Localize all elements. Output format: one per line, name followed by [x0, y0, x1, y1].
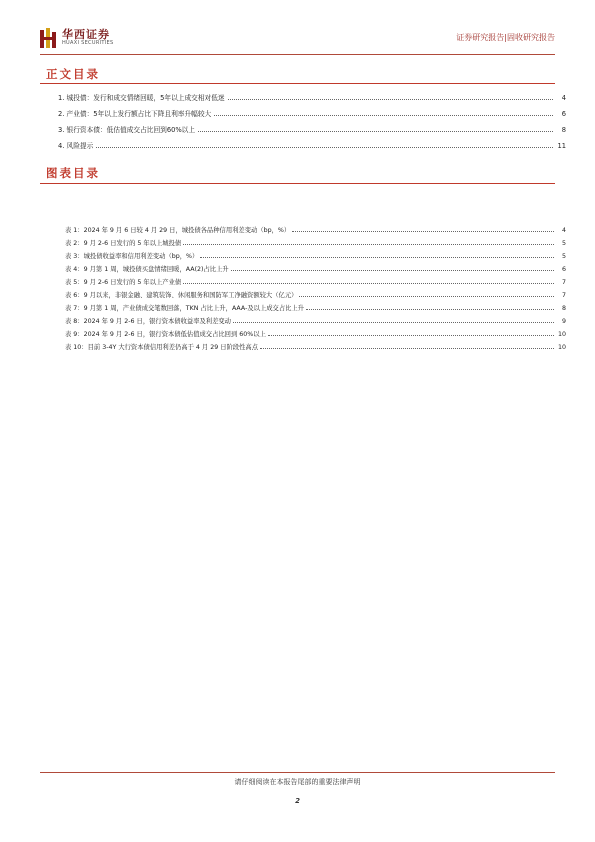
figure-item-page: 6 — [561, 266, 566, 273]
toc-item[interactable] — [58, 106, 566, 118]
header-divider — [40, 54, 555, 55]
figure-item-label: 表 5：9 月 2-6 日发行的 5 年以上产业债 — [65, 279, 182, 286]
toc-item-label: 4. 风险提示 — [58, 142, 94, 150]
figure-item-label: 表 1：2024 年 9 月 6 日较 4 月 29 日，城投债各品种信用利差变动（bp，%） — [65, 227, 291, 234]
dot-leader — [200, 257, 554, 258]
figure-item-page: 10 — [557, 344, 566, 351]
dot-leader — [228, 99, 553, 100]
figure-list-item[interactable] — [65, 236, 566, 247]
figure-item-label: 表 2：9 月 2-6 日发行的 5 年以上城投债 — [65, 240, 182, 247]
figure-item-label: 表 4：9 月第 1 周，城投债买盘情绪回暖，AA(2)占比上升 — [65, 266, 229, 273]
toc-title-underline — [40, 83, 555, 84]
figure-item-page: 4 — [561, 227, 566, 234]
toc-item-label: 3. 银行资本债：低估值成交占比回到60%以上 — [58, 126, 196, 134]
huaxi-logo-icon — [40, 28, 57, 48]
dot-leader — [260, 348, 554, 349]
dot-leader — [214, 115, 553, 116]
logo-english-name: HUAXI SECURITIES — [62, 40, 114, 46]
dot-leader — [292, 231, 554, 232]
dot-leader — [96, 147, 553, 148]
dot-leader — [233, 322, 554, 323]
figure-list-item[interactable] — [65, 275, 566, 286]
figure-item-label: 表 3：城投债收益率和信用利差变动（bp，%） — [65, 253, 199, 260]
figure-item-label: 表 6：9 月以来，非银金融、建筑装饰、休闲服务和国防军工净融资额较大（亿元） — [65, 292, 298, 299]
toc-item[interactable] — [58, 122, 566, 134]
figure-item-page: 8 — [561, 305, 566, 312]
figure-item-page: 7 — [561, 292, 566, 299]
dot-leader — [198, 131, 553, 132]
toc-item-page: 4 — [561, 94, 566, 102]
dot-leader — [183, 244, 554, 245]
toc-item[interactable] — [58, 90, 566, 102]
figure-list-item[interactable] — [65, 288, 566, 299]
figure-list-item[interactable] — [65, 249, 566, 260]
toc-title: 正文目录 — [46, 67, 100, 81]
figure-item-label: 表 8：2024 年 9 月 2-6 日，银行资本债收益率及利差变动 — [65, 318, 231, 325]
figure-item-page: 10 — [557, 331, 566, 338]
figures-title: 图表目录 — [46, 166, 100, 180]
toc-item-page: 11 — [557, 142, 566, 150]
figure-item-page: 9 — [561, 318, 566, 325]
figure-list-item[interactable] — [65, 301, 566, 312]
figure-list-item[interactable] — [65, 262, 566, 273]
dot-leader — [231, 270, 554, 271]
figure-item-label: 表 10：目前 3-4Y 大行资本债信用利差仍高于 4 月 29 日阶段性高点 — [65, 344, 259, 351]
dot-leader — [306, 309, 554, 310]
figures-title-underline — [40, 183, 555, 184]
report-type-label: 证券研究报告|固收研究报告 — [456, 33, 555, 42]
figure-list-item[interactable] — [65, 327, 566, 338]
figure-list-item[interactable] — [65, 223, 566, 234]
figure-item-page: 5 — [561, 240, 566, 247]
toc-item[interactable] — [58, 138, 566, 150]
company-logo — [40, 26, 160, 50]
toc-item-label: 1. 城投债：发行和成交情绪回暖，5年以上成交相对低迷 — [58, 94, 225, 102]
toc-item-label: 2. 产业债：5年以上发行额占比下降且利率升幅较大 — [58, 110, 212, 118]
figure-item-page: 7 — [561, 279, 566, 286]
dot-leader — [299, 296, 554, 297]
figure-item-page: 5 — [561, 253, 566, 260]
figure-item-label: 表 7：9 月第 1 周，产业债成交笔数回落，TKN 占比上升，AAA-及以上成交占比上升 — [65, 305, 305, 312]
footer-divider — [40, 772, 555, 773]
toc-item-page: 6 — [561, 110, 566, 118]
dot-leader — [183, 283, 554, 284]
legal-disclaimer: 请仔细阅读在本报告尾部的重要法律声明 — [234, 778, 361, 786]
toc-item-page: 8 — [561, 126, 566, 134]
dot-leader — [268, 335, 554, 336]
figure-item-label: 表 9：2024 年 9 月 2-6 日，银行资本债低估值成交占比回到 60%以上 — [65, 331, 266, 338]
page-header — [40, 26, 555, 52]
page-number: 2 — [295, 797, 300, 805]
figure-list-item[interactable] — [65, 340, 566, 351]
logo-chinese-name: 华西证券 — [62, 28, 110, 41]
figure-list-item[interactable] — [65, 314, 566, 325]
